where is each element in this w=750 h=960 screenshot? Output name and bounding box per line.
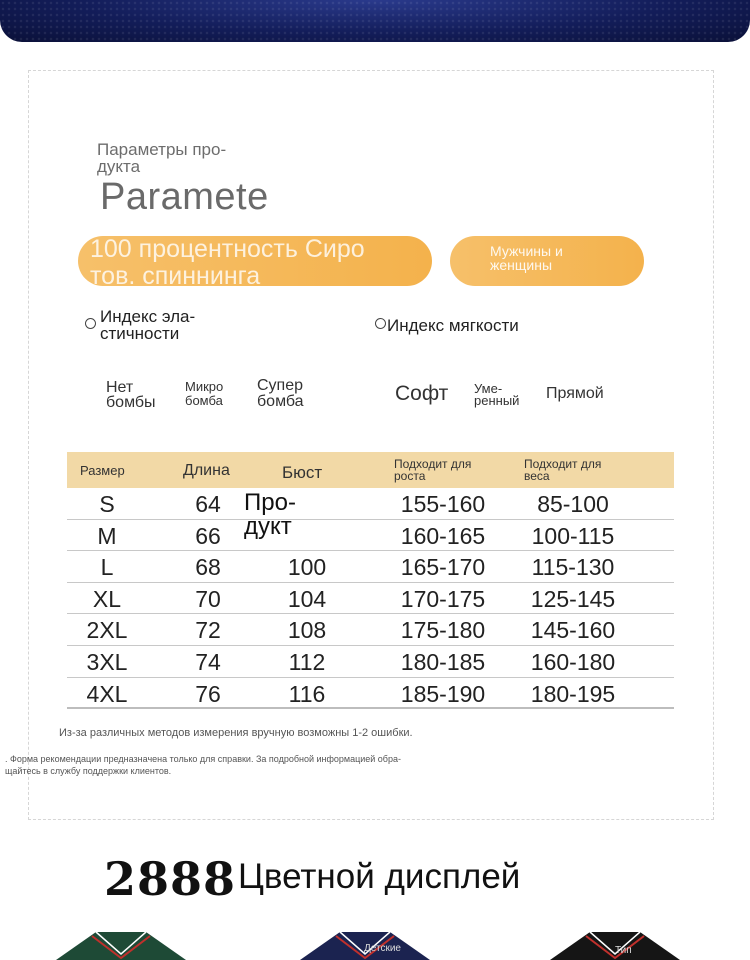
elasticity-index-label: Индекс эла-стичности: [100, 307, 196, 343]
price-number: 2888: [104, 852, 237, 906]
measurement-note: Из-за различных методов измерения вручную возможны 1-2 ошибки.: [59, 727, 413, 739]
size-table: [67, 488, 674, 709]
cell-height: 175-180: [400, 617, 486, 644]
table-row: [67, 678, 674, 710]
table-row: [67, 488, 674, 520]
cell-weight: 125-145: [530, 585, 616, 612]
cell-size: M: [97, 522, 117, 549]
cell-height: 155-160: [400, 491, 486, 517]
softness-option-moderate: Уме-ренный: [474, 381, 520, 408]
cell-height: 160-165: [400, 522, 486, 549]
cell-height: 185-190: [400, 680, 486, 707]
header-size: Размер: [80, 463, 125, 478]
cell-size: S: [99, 491, 115, 517]
elasticity-radio-icon: [85, 318, 96, 329]
cell-height: 180-185: [400, 648, 486, 675]
fabric-pill: [78, 235, 432, 290]
color-display-title: Цветной дисплей: [238, 857, 521, 896]
elasticity-option-none: Нет бомбы: [106, 379, 156, 411]
cell-bust: 104: [287, 585, 327, 612]
collar-label-type: Тип: [615, 945, 632, 956]
softness-radio-icon: [375, 318, 386, 329]
cell-height: 170-175: [400, 585, 486, 612]
top-banner: [0, 0, 750, 42]
cell-size: 3XL: [86, 648, 128, 675]
gender-pill-text: Мужчины и женщины: [490, 243, 563, 273]
parameters-title-ru: Параметры про-дукта: [97, 140, 227, 176]
header-height: Подходит для роста: [394, 457, 472, 483]
header-length: Длина: [183, 462, 230, 479]
cell-length: 64: [195, 491, 221, 517]
gender-pill: [450, 236, 644, 286]
cell-length: 72: [195, 617, 221, 644]
cell-size: L: [100, 554, 114, 581]
cell-bust: 100: [287, 554, 327, 581]
cell-weight: 160-180: [530, 648, 616, 675]
cell-weight: 100-115: [531, 522, 615, 549]
cell-length: 70: [195, 585, 221, 612]
elasticity-option-super: Супер бомба: [257, 377, 304, 410]
cell-bust: 116: [288, 680, 326, 707]
cell-size: 4XL: [86, 680, 128, 707]
header-bust: Бюст: [282, 463, 323, 482]
softness-option-soft: Софт: [395, 382, 449, 405]
softness-option-straight: Прямой: [546, 385, 604, 402]
cell-length: 76: [195, 680, 221, 707]
cell-height: 165-170: [400, 554, 486, 581]
green-polo-collar: [56, 928, 186, 960]
cell-weight: 180-195: [530, 680, 616, 707]
cell-bust: 112: [288, 648, 326, 675]
product-overlay-label: Про-дукт: [244, 489, 296, 540]
table-row: [67, 551, 674, 583]
parameters-title-en: Paramete: [100, 176, 269, 218]
table-row: [67, 614, 674, 646]
size-table-header: [67, 452, 674, 488]
cell-size: XL: [92, 585, 122, 612]
cell-weight: 145-160: [530, 617, 616, 644]
header-weight: Подходит для веса: [524, 457, 602, 483]
cell-length: 66: [195, 522, 221, 549]
collar-label-kids: Детские: [364, 943, 401, 954]
disclaimer-note: . Форма рекомендации предназначена только для справки. За подробной информацией обра-щайтесь в службу поддержки клиентов.: [5, 754, 401, 776]
cell-weight: 115-130: [531, 554, 615, 581]
table-row: [67, 646, 674, 678]
cell-size: 2XL: [86, 617, 128, 644]
table-row: [67, 583, 674, 615]
cell-length: 68: [195, 554, 221, 581]
cell-weight: 85-100: [537, 491, 609, 517]
softness-index-label: Индекс мягкости: [387, 316, 519, 335]
elasticity-option-micro: Микро бомба: [185, 379, 224, 408]
fabric-pill-text: 100 процентность Сиро тов. спиннинга: [90, 235, 365, 290]
table-row: [67, 520, 674, 552]
cell-length: 74: [195, 648, 221, 675]
cell-bust: 108: [287, 617, 327, 644]
